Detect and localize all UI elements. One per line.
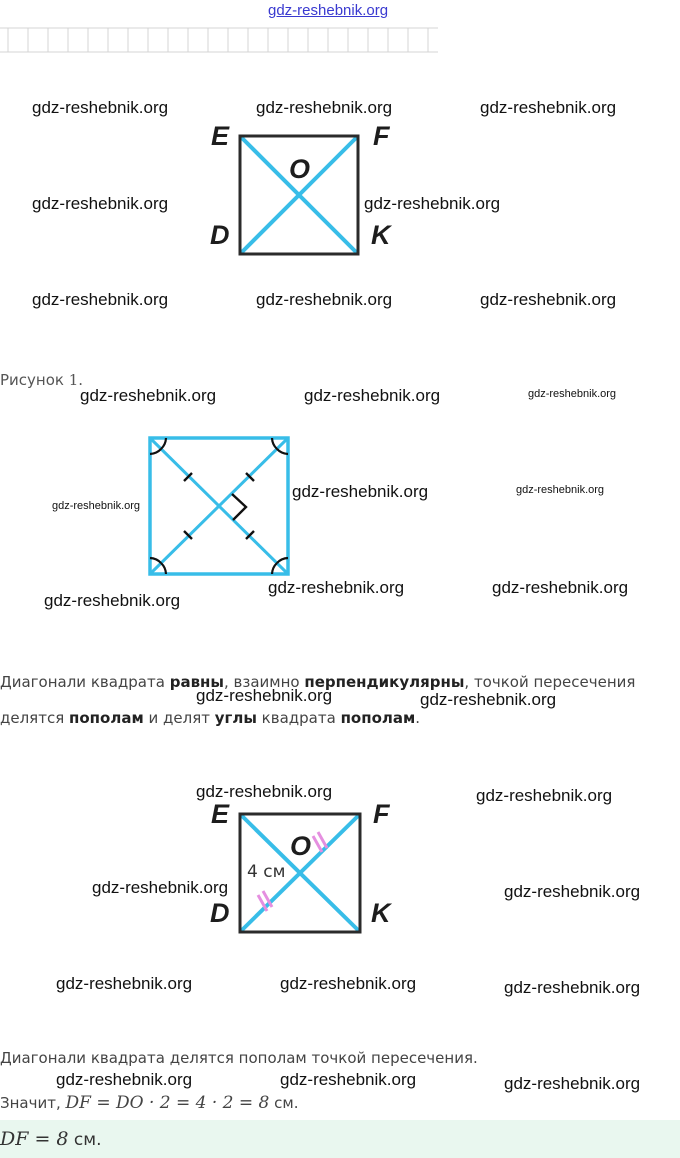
segment-length-label: 4 см xyxy=(247,862,286,882)
watermark: gdz-reshebnik.org xyxy=(280,1070,417,1089)
watermark: gdz-reshebnik.org xyxy=(480,98,617,117)
answer-line xyxy=(0,1121,680,1158)
watermark: gdz-reshebnik.org xyxy=(44,591,181,610)
bold-text: пополам xyxy=(340,709,416,727)
watermark: gdz-reshebnik.org xyxy=(56,974,193,993)
figure3-label-d: D xyxy=(210,898,230,928)
text: делятся xyxy=(0,709,69,727)
figure1-label-d: D xyxy=(210,220,230,250)
figure3-label-o: O xyxy=(290,831,312,861)
solution-line-1: Диагонали квадрата делятся пополам точкой пересечения. xyxy=(0,1049,478,1067)
watermark-top: gdz-reshebnik.org xyxy=(268,2,389,19)
watermark: gdz-reshebnik.org xyxy=(504,1074,641,1093)
ruler-strip xyxy=(0,22,440,54)
text: Значит, xyxy=(0,1094,66,1112)
figure1-label-e: E xyxy=(211,121,230,151)
watermark: gdz-reshebnik.org xyxy=(492,578,629,597)
right-angle-mark xyxy=(232,494,246,520)
watermark: gdz-reshebnik.org xyxy=(196,686,333,705)
caption-number: 1. xyxy=(68,371,84,389)
property-line-2 xyxy=(0,700,680,736)
text: и делят xyxy=(143,709,215,727)
watermark: gdz-reshebnik.org xyxy=(32,290,169,309)
watermark: gdz-reshebnik.org xyxy=(256,290,393,309)
watermark: gdz-reshebnik.org xyxy=(280,974,417,993)
bold-text: углы xyxy=(214,709,257,727)
watermark: gdz-reshebnik.org xyxy=(32,98,169,117)
watermark: gdz-reshebnik.org xyxy=(476,786,613,805)
watermark: gdz-reshebnik.org xyxy=(196,782,333,801)
text: , точкой пересечения xyxy=(464,673,636,691)
property-line-1 xyxy=(0,664,680,700)
watermark: gdz-reshebnik.org xyxy=(304,386,441,405)
bold-text: перпендикулярны xyxy=(304,673,465,691)
bold-text: пополам xyxy=(69,709,144,727)
watermark: gdz-reshebnik.org xyxy=(256,98,393,117)
figure1-label-f: F xyxy=(373,121,390,151)
watermark: gdz-reshebnik.org xyxy=(528,388,617,400)
bold-text: равны xyxy=(169,673,224,691)
watermark: gdz-reshebnik.org xyxy=(56,1070,193,1089)
watermark: gdz-reshebnik.org xyxy=(80,386,217,405)
figure3-label-e: E xyxy=(211,799,230,829)
watermark: gdz-reshebnik.org xyxy=(364,194,501,213)
text: Диагонали квадрата xyxy=(0,673,170,691)
figure3-label-k: K xyxy=(371,898,391,928)
figure1-square xyxy=(230,128,370,268)
watermark: gdz-reshebnik.org xyxy=(504,978,641,997)
watermark: gdz-reshebnik.org xyxy=(292,482,429,501)
text: . xyxy=(415,709,421,727)
watermark: gdz-reshebnik.org xyxy=(420,690,557,709)
watermark: gdz-reshebnik.org xyxy=(92,878,229,897)
text: , взаимно xyxy=(223,673,305,691)
math-expression: DF = DO · 2 = 4 · 2 = 8 xyxy=(65,1093,270,1113)
watermark: gdz-reshebnik.org xyxy=(480,290,617,309)
figure-caption xyxy=(0,371,83,389)
figure3-label-f: F xyxy=(373,799,390,829)
caption-word: Рисунок xyxy=(0,371,64,389)
answer-math: DF = 8 xyxy=(0,1128,69,1150)
text: квадрата xyxy=(256,709,341,727)
watermark: gdz-reshebnik.org xyxy=(52,500,141,512)
watermark: gdz-reshebnik.org xyxy=(516,484,605,496)
watermark: gdz-reshebnik.org xyxy=(504,882,641,901)
answer-unit: см. xyxy=(68,1130,102,1150)
figure2-square xyxy=(140,430,300,586)
text: см. xyxy=(269,1094,299,1112)
figure1-label-k: K xyxy=(371,220,391,250)
watermark: gdz-reshebnik.org xyxy=(268,578,405,597)
watermark: gdz-reshebnik.org xyxy=(32,194,169,213)
figure1-label-o: O xyxy=(289,154,311,184)
